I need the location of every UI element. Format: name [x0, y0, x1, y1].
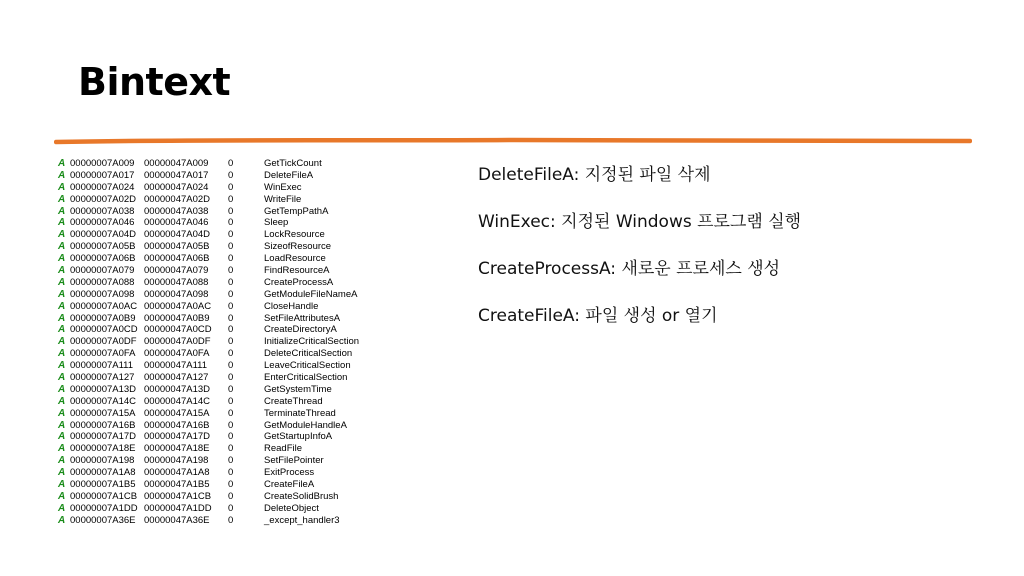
memory-offset: 00000047A127: [144, 372, 209, 384]
file-offset: 00000007A06B: [70, 253, 136, 265]
file-offset: 00000007A1CB: [70, 490, 138, 502]
bintext-string-list: [58, 158, 388, 527]
memory-offset: 00000047A009: [144, 158, 209, 169]
memory-offset: 00000047A16B: [144, 419, 210, 431]
memory-offset: 00000047A02D: [144, 193, 211, 205]
file-offset: 00000007A0FA: [70, 348, 136, 360]
string-row: [58, 455, 388, 467]
string-row: [58, 313, 388, 325]
string-text: EnterCriticalSection: [264, 372, 348, 384]
string-text: GetTempPathA: [264, 205, 329, 217]
memory-offset: 00000047A13D: [144, 383, 211, 395]
string-id: 0: [228, 431, 234, 443]
string-id: 0: [228, 253, 234, 265]
ansi-string-icon: A: [58, 158, 66, 169]
string-id: 0: [228, 455, 234, 467]
file-offset: 00000007A127: [70, 372, 135, 384]
memory-offset: 00000047A024: [144, 181, 209, 193]
file-offset: 00000007A16B: [70, 419, 136, 431]
string-id: 0: [228, 490, 234, 502]
ansi-string-icon: A: [58, 443, 66, 455]
string-id: 0: [228, 395, 234, 407]
file-offset: 00000007A088: [70, 276, 135, 288]
file-offset: 00000007A009: [70, 158, 135, 169]
ansi-string-icon: A: [58, 288, 66, 300]
memory-offset: 00000047A0FA: [144, 348, 210, 360]
string-text: Sleep: [264, 217, 289, 229]
ansi-string-icon: A: [58, 407, 66, 419]
file-offset: 00000007A0B9: [70, 312, 136, 324]
file-offset: 00000007A0DF: [70, 336, 137, 348]
string-row: [58, 206, 388, 218]
string-row: [58, 384, 388, 396]
string-id: 0: [228, 443, 234, 455]
string-row: [58, 336, 388, 348]
memory-offset: 00000047A05B: [144, 241, 210, 253]
memory-offset: 00000047A038: [144, 205, 209, 217]
string-id: 0: [228, 205, 234, 217]
string-id: 0: [228, 276, 234, 288]
string-text: LeaveCriticalSection: [264, 360, 351, 372]
ansi-string-icon: A: [58, 241, 66, 253]
string-id: 0: [228, 514, 234, 526]
string-row: [58, 265, 388, 277]
api-notes: [478, 163, 801, 351]
ansi-string-icon: A: [58, 324, 66, 336]
string-text: WinExec: [264, 181, 302, 193]
file-offset: 00000007A1DD: [70, 502, 138, 514]
memory-offset: 00000047A1CB: [144, 490, 212, 502]
string-text: CreateFileA: [264, 479, 315, 491]
file-offset: 00000007A17D: [70, 431, 137, 443]
string-row: [58, 348, 388, 360]
string-row: [58, 431, 388, 443]
file-offset: 00000007A13D: [70, 383, 137, 395]
string-id: 0: [228, 360, 234, 372]
string-row: [58, 158, 388, 170]
memory-offset: 00000047A046: [144, 217, 209, 229]
slide-title: Bintext: [78, 60, 231, 104]
string-id: 0: [228, 324, 234, 336]
string-text: ExitProcess: [264, 467, 315, 479]
api-note: DeleteFileA: 지정된 파일 삭제: [478, 165, 711, 185]
ansi-string-icon: A: [58, 431, 66, 443]
file-offset: 00000007A04D: [70, 229, 137, 241]
ansi-string-icon: A: [58, 336, 66, 348]
string-text: GetModuleFileNameA: [264, 288, 358, 300]
ansi-string-icon: A: [58, 467, 66, 479]
file-offset: 00000007A0CD: [70, 324, 138, 336]
ansi-string-icon: A: [58, 217, 66, 229]
string-id: 0: [228, 383, 234, 395]
memory-offset: 00000047A0B9: [144, 312, 210, 324]
string-row: [58, 217, 388, 229]
file-offset: 00000007A017: [70, 169, 135, 181]
file-offset: 00000007A02D: [70, 193, 137, 205]
string-id: 0: [228, 336, 234, 348]
file-offset: 00000007A079: [70, 265, 135, 277]
memory-offset: 00000047A1DD: [144, 502, 212, 514]
ansi-string-icon: A: [58, 181, 66, 193]
string-id: 0: [228, 181, 234, 193]
file-offset: 00000007A15A: [70, 407, 136, 419]
string-text: GetTickCount: [264, 158, 322, 169]
memory-offset: 00000047A198: [144, 455, 209, 467]
memory-offset: 00000047A0AC: [144, 300, 212, 312]
string-row: [58, 289, 388, 301]
string-text: GetModuleHandleA: [264, 419, 347, 431]
string-text: ReadFile: [264, 443, 303, 455]
memory-offset: 00000047A1A8: [144, 467, 210, 479]
file-offset: 00000007A038: [70, 205, 135, 217]
ansi-string-icon: A: [58, 455, 66, 467]
string-text: LoadResource: [264, 253, 326, 265]
ansi-string-icon: A: [58, 502, 66, 514]
api-note: WinExec: 지정된 Windows 프로그램 실행: [478, 212, 802, 232]
string-text: SetFilePointer: [264, 455, 324, 467]
string-row: [58, 182, 388, 194]
memory-offset: 00000047A079: [144, 265, 209, 277]
string-row: [58, 479, 388, 491]
file-offset: 00000007A05B: [70, 241, 136, 253]
string-id: 0: [228, 502, 234, 514]
string-text: DeleteCriticalSection: [264, 348, 353, 360]
string-id: 0: [228, 407, 234, 419]
memory-offset: 00000047A06B: [144, 253, 210, 265]
ansi-string-icon: A: [58, 169, 66, 181]
string-row: [58, 229, 388, 241]
string-row: [58, 491, 388, 503]
ansi-string-icon: A: [58, 205, 66, 217]
string-id: 0: [228, 265, 234, 277]
string-row: [58, 443, 388, 455]
ansi-string-icon: A: [58, 490, 66, 502]
string-row: [58, 194, 388, 206]
string-text: CreateSolidBrush: [264, 490, 339, 502]
string-id: 0: [228, 241, 234, 253]
string-row: [58, 503, 388, 515]
memory-offset: 00000047A088: [144, 276, 209, 288]
string-id: 0: [228, 300, 234, 312]
string-text: CreateDirectoryA: [264, 324, 337, 336]
file-offset: 00000007A36E: [70, 514, 136, 526]
orange-divider-line: [54, 136, 972, 146]
string-row: [58, 515, 388, 527]
api-note: CreateProcessA: 새로운 프로세스 생성: [478, 259, 781, 279]
ansi-string-icon: A: [58, 514, 66, 526]
api-note: CreateFileA: 파일 생성 or 열기: [478, 306, 718, 326]
string-id: 0: [228, 158, 234, 169]
string-text: InitializeCriticalSection: [264, 336, 360, 348]
string-row: [58, 396, 388, 408]
string-text: GetStartupInfoA: [264, 431, 333, 443]
string-row: [58, 277, 388, 289]
string-id: 0: [228, 348, 234, 360]
ansi-string-icon: A: [58, 276, 66, 288]
memory-offset: 00000047A18E: [144, 443, 210, 455]
string-id: 0: [228, 372, 234, 384]
string-text: _except_handler3: [264, 514, 340, 526]
memory-offset: 00000047A017: [144, 169, 209, 181]
string-text: SetFileAttributesA: [264, 312, 341, 324]
file-offset: 00000007A111: [70, 360, 134, 372]
memory-offset: 00000047A098: [144, 288, 209, 300]
string-id: 0: [228, 288, 234, 300]
string-row: [58, 253, 388, 265]
memory-offset: 00000047A15A: [144, 407, 210, 419]
string-text: CloseHandle: [264, 300, 319, 312]
file-offset: 00000007A1B5: [70, 479, 136, 491]
string-id: 0: [228, 229, 234, 241]
string-row: [58, 301, 388, 313]
memory-offset: 00000047A36E: [144, 514, 210, 526]
file-offset: 00000007A024: [70, 181, 135, 193]
ansi-string-icon: A: [58, 383, 66, 395]
string-text: WriteFile: [264, 193, 302, 205]
string-text: DeleteObject: [264, 502, 319, 514]
string-row: [58, 241, 388, 253]
file-offset: 00000007A18E: [70, 443, 136, 455]
ansi-string-icon: A: [58, 479, 66, 491]
ansi-string-icon: A: [58, 265, 66, 277]
string-row: [58, 372, 388, 384]
memory-offset: 00000047A0CD: [144, 324, 212, 336]
ansi-string-icon: A: [58, 300, 66, 312]
string-row: [58, 170, 388, 182]
ansi-string-icon: A: [58, 193, 66, 205]
string-row: [58, 324, 388, 336]
ansi-string-icon: A: [58, 253, 66, 265]
string-row: [58, 360, 388, 372]
file-offset: 00000007A1A8: [70, 467, 136, 479]
ansi-string-icon: A: [58, 312, 66, 324]
file-offset: 00000007A0AC: [70, 300, 138, 312]
file-offset: 00000007A046: [70, 217, 135, 229]
ansi-string-icon: A: [58, 372, 66, 384]
memory-offset: 00000047A04D: [144, 229, 211, 241]
string-text: CreateThread: [264, 395, 323, 407]
string-id: 0: [228, 467, 234, 479]
string-id: 0: [228, 419, 234, 431]
string-id: 0: [228, 193, 234, 205]
string-text: TerminateThread: [264, 407, 336, 419]
file-offset: 00000007A198: [70, 455, 135, 467]
string-text: FindResourceA: [264, 265, 330, 277]
string-text: DeleteFileA: [264, 169, 314, 181]
memory-offset: 00000047A0DF: [144, 336, 211, 348]
file-offset: 00000007A14C: [70, 395, 137, 407]
memory-offset: 00000047A14C: [144, 395, 211, 407]
memory-offset: 00000047A1B5: [144, 479, 210, 491]
string-row: [58, 408, 388, 420]
memory-offset: 00000047A17D: [144, 431, 211, 443]
string-text: GetSystemTime: [264, 383, 332, 395]
ansi-string-icon: A: [58, 395, 66, 407]
string-id: 0: [228, 169, 234, 181]
string-text: LockResource: [264, 229, 325, 241]
string-text: CreateProcessA: [264, 276, 334, 288]
ansi-string-icon: A: [58, 419, 66, 431]
file-offset: 00000007A098: [70, 288, 135, 300]
memory-offset: 00000047A111: [144, 360, 208, 372]
ansi-string-icon: A: [58, 360, 66, 372]
ansi-string-icon: A: [58, 348, 66, 360]
string-text: SizeofResource: [264, 241, 332, 253]
string-row: [58, 420, 388, 432]
string-id: 0: [228, 217, 234, 229]
ansi-string-icon: A: [58, 229, 66, 241]
string-row: [58, 467, 388, 479]
string-id: 0: [228, 479, 234, 491]
string-id: 0: [228, 312, 234, 324]
